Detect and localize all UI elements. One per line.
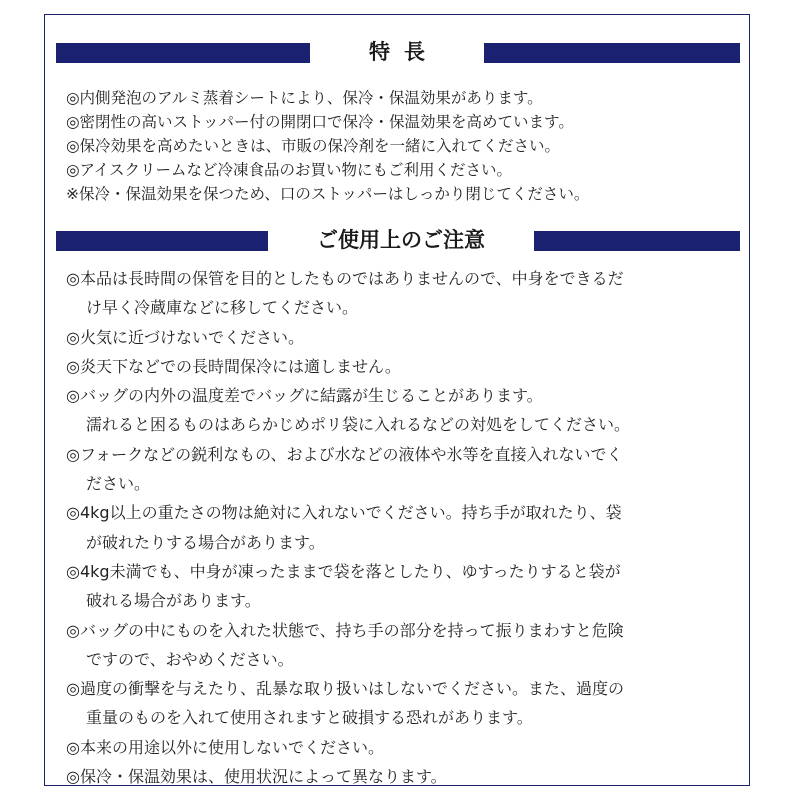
features-header-bar-left (56, 43, 310, 63)
cautions-header (56, 226, 740, 254)
caution-line: ◎本品は長時間の保管を目的としたものではありませんので、中身をできるだ (66, 269, 624, 288)
caution-item (66, 616, 732, 675)
caution-line: ですので、おやめください。 (86, 649, 294, 669)
caution-item (66, 674, 732, 733)
caution-item (66, 498, 732, 557)
caution-item (66, 264, 732, 323)
caution-line: ◎火気に近づけないでください。 (66, 327, 304, 347)
caution-item (66, 762, 732, 791)
caution-item (66, 440, 732, 499)
cautions-title: ご使用上のご注意 (317, 228, 485, 252)
features-header (56, 38, 740, 66)
feature-item: ◎保冷効果を高めたいときは、市販の保冷剤を一緒に入れてください。 (66, 137, 561, 155)
caution-item (66, 557, 732, 616)
caution-line: ◎保冷・保温効果は、使用状況によって異なります。 (66, 767, 447, 787)
caution-line: が破れたりする場合があります。 (86, 532, 325, 552)
caution-line: け早く冷蔵庫などに移してください。 (86, 298, 359, 318)
cautions-header-bar-left (56, 231, 268, 251)
caution-line: 破れる場合があります。 (86, 591, 261, 611)
caution-line: ◎過度の衝撃を与えたり、乱暴な取り扱いはしないでください。また、過度の (66, 679, 624, 699)
caution-line: ◎バッグの中にものを入れた状態で、持ち手の部分を持って振りまわすと危険 (66, 620, 624, 640)
caution-item (66, 352, 732, 381)
features-header-bar-right (484, 43, 740, 63)
feature-item: ◎アイスクリームなど冷凍食品のお買い物にもご利用ください。 (66, 161, 512, 179)
feature-item: ◎密閉性の高いストッパー付の開閉口で保冷・保温効果を高めています。 (66, 113, 574, 131)
caution-line: ◎本来の用途以外に使用しないでください。 (66, 737, 384, 757)
caution-line: ◎バッグの内外の温度差でバッグに結露が生じることがあります。 (66, 386, 543, 406)
caution-line: ◎4kg以上の重たさの物は絶対に入れないでください。持ち手が取れたり、袋 (66, 503, 622, 523)
caution-item (66, 381, 732, 440)
caution-line: ださい。 (86, 474, 151, 494)
caution-line: 重量のものを入れて使用されますと破損する恐れがあります。 (86, 708, 533, 728)
cautions-header-bar-right (534, 231, 740, 251)
caution-line: 濡れると困るものはあらかじめポリ袋に入れるなどの対処をしてください。 (86, 415, 631, 435)
caution-item (66, 733, 732, 762)
features-title: 特長 (369, 40, 439, 64)
caution-line: ◎炎天下などでの長時間保冷には適しません。 (66, 356, 401, 376)
caution-item (66, 323, 732, 352)
feature-note: ※保冷・保温効果を保つため、口のストッパーはしっかり閉じてください。 (66, 185, 590, 203)
feature-item: ◎内側発泡のアルミ蒸着シートにより、保冷・保温効果があります。 (66, 89, 543, 107)
features-list (66, 86, 746, 206)
caution-line: ◎4kg未満でも、中身が凍ったままで袋を落としたり、ゆすったりすると袋が (66, 561, 621, 581)
caution-line: ◎フォークなどの鋭利なもの、および水などの液体や氷等を直接入れないでく (66, 444, 623, 464)
cautions-list (66, 264, 732, 791)
